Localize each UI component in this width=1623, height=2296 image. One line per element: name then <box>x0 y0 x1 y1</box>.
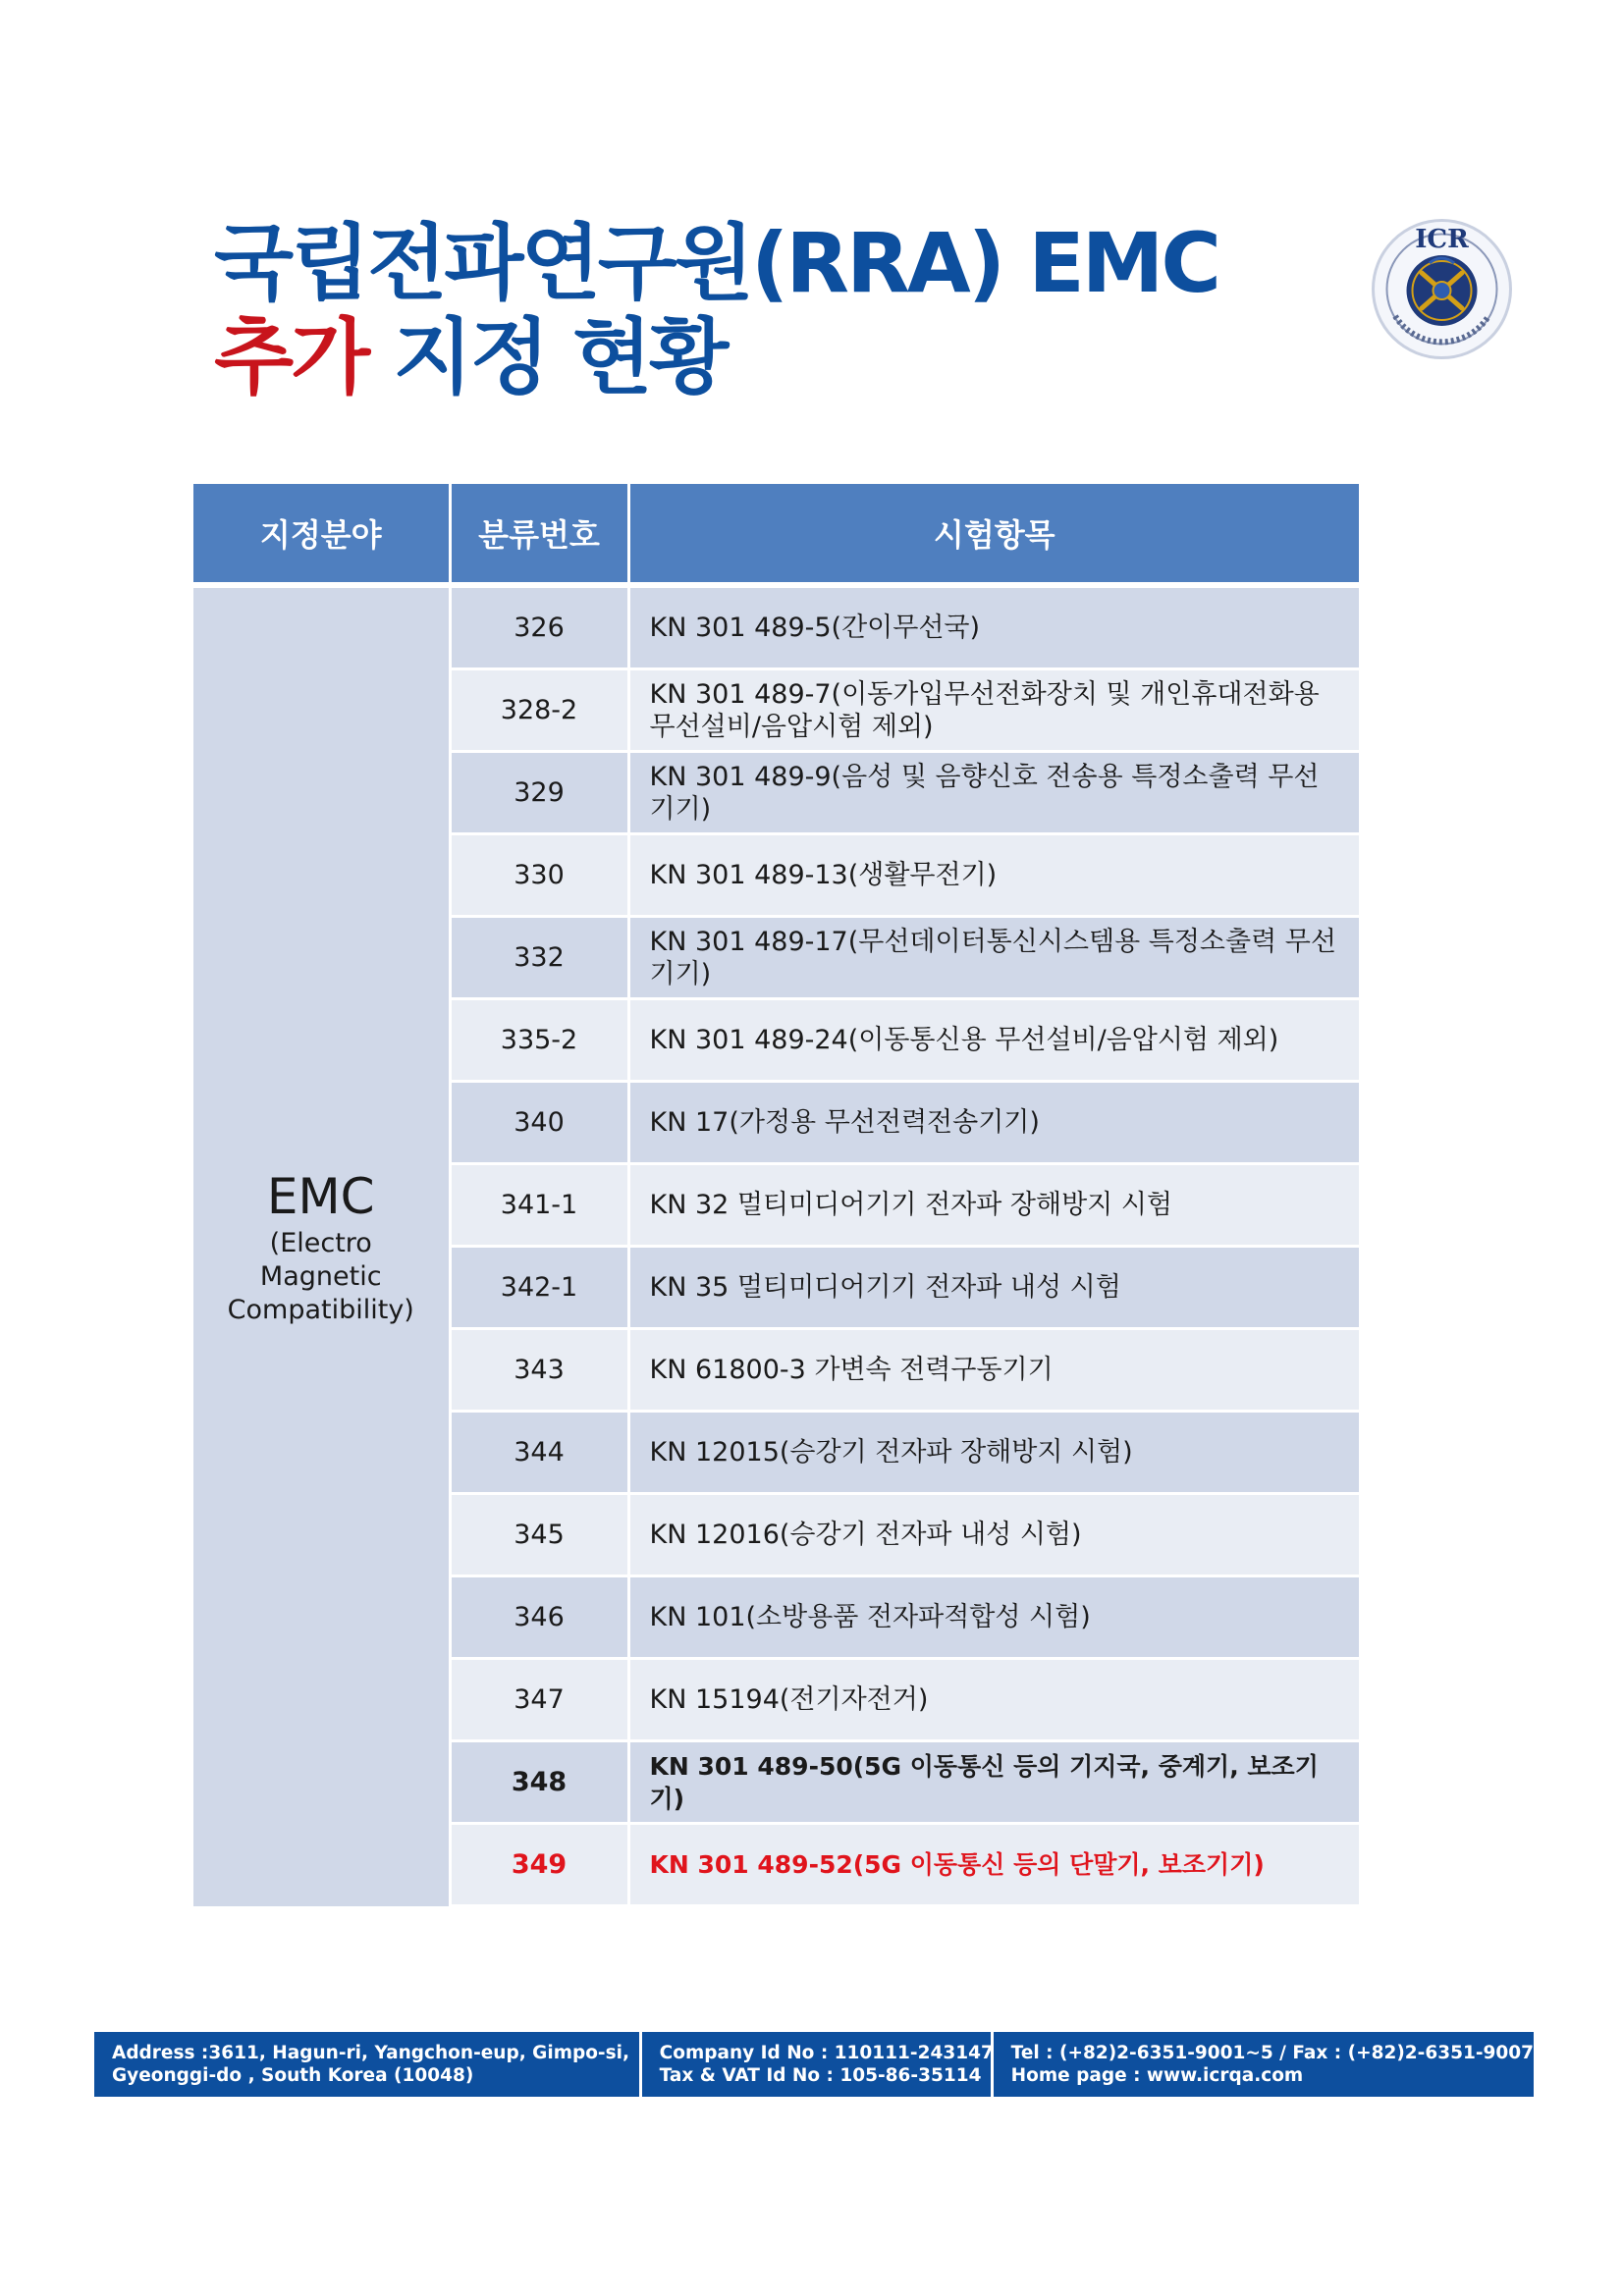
header-test-item: 시험항목 <box>628 484 1359 585</box>
title-rest: 지정 현황 <box>393 309 727 405</box>
header-field: 지정분야 <box>193 484 450 585</box>
designation-table <box>193 484 1359 1907</box>
class-number-cell: 349 <box>450 1824 628 1906</box>
class-number-cell: 346 <box>450 1576 628 1659</box>
field-cell <box>193 585 450 1906</box>
table-row <box>193 585 1359 669</box>
test-item-cell: KN 301 489-13(생활무전기) <box>628 834 1359 917</box>
test-item-cell: KN 301 489-7(이동가입무선전화장치 및 개인휴대전화용 무선설비/음압시험 제외) <box>628 669 1359 752</box>
header-class-number: 분류번호 <box>450 484 628 585</box>
class-number-cell: 340 <box>450 1082 628 1164</box>
test-item-cell: KN 15194(전기자전거) <box>628 1659 1359 1741</box>
class-number-cell: 328-2 <box>450 669 628 752</box>
class-number-cell: 335-2 <box>450 999 628 1082</box>
footer-contact <box>994 2032 1534 2097</box>
class-number-cell: 341-1 <box>450 1164 628 1247</box>
footer-address <box>94 2032 642 2097</box>
test-item-cell: KN 301 489-5(간이무선국) <box>628 585 1359 669</box>
title-highlight: 추가 <box>214 309 368 405</box>
test-item-cell: KN 301 489-24(이동통신용 무선설비/음압시험 제외) <box>628 999 1359 1082</box>
class-number-cell: 345 <box>450 1494 628 1576</box>
test-item-cell: KN 61800-3 가변속 전력구동기기 <box>628 1329 1359 1412</box>
class-number-cell: 326 <box>450 585 628 669</box>
class-number-cell: 330 <box>450 834 628 917</box>
footer-tax-id: Tax & VAT Id No : 105-86-35114 <box>659 2065 982 2086</box>
test-item-cell: KN 301 489-50(5G 이동통신 등의 기지국, 중계기, 보조기기) <box>628 1741 1359 1824</box>
class-number-cell: 332 <box>450 917 628 999</box>
table-header-row <box>193 484 1359 585</box>
title-line-2 <box>214 310 1218 404</box>
footer-address-line-2: Gyeonggi-do , South Korea (10048) <box>112 2065 474 2086</box>
field-description-line: Compatibility) <box>227 1295 414 1326</box>
icr-logo <box>1371 218 1513 360</box>
footer-phone-fax: Tel : (+82)2-6351-9001~5 / Fax : (+82)2-6351-9007 <box>1010 2043 1534 2063</box>
page-title <box>214 216 1218 404</box>
logo-text: ICR <box>1415 225 1469 254</box>
footer-company-id: Company Id No : 110111-243147 <box>659 2043 994 2063</box>
class-number-cell: 347 <box>450 1659 628 1741</box>
class-number-cell: 342-1 <box>450 1247 628 1329</box>
test-item-cell: KN 12016(승강기 전자파 내성 시험) <box>628 1494 1359 1576</box>
footer <box>94 2032 1534 2097</box>
field-description-line: (Electro <box>269 1228 372 1259</box>
footer-company <box>642 2032 994 2097</box>
test-item-cell: KN 12015(승강기 전자파 장해방지 시험) <box>628 1412 1359 1494</box>
test-item-cell: KN 32 멀티미디어기기 전자파 장해방지 시험 <box>628 1164 1359 1247</box>
test-item-cell: KN 35 멀티미디어기기 전자파 내성 시험 <box>628 1247 1359 1329</box>
class-number-cell: 348 <box>450 1741 628 1824</box>
title-line-1: 국립전파연구원(RRA) EMC <box>214 215 1219 311</box>
footer-address-line-1: Address :3611, Hagun-ri, Yangchon-eup, Gimpo-si, <box>112 2043 629 2063</box>
footer-homepage: Home page : www.icrqa.com <box>1010 2065 1304 2086</box>
test-item-cell: KN 301 489-17(무선데이터통신시스템용 특정소출력 무선기기) <box>628 917 1359 999</box>
field-description-line: Magnetic <box>259 1261 382 1293</box>
test-item-cell: KN 17(가정용 무선전력전송기기) <box>628 1082 1359 1164</box>
test-item-cell: KN 101(소방용품 전자파적합성 시험) <box>628 1576 1359 1659</box>
test-item-cell: KN 301 489-52(5G 이동통신 등의 단말기, 보조기기) <box>628 1824 1359 1906</box>
class-number-cell: 329 <box>450 752 628 834</box>
test-item-cell: KN 301 489-9(음성 및 음향신호 전송용 특정소출력 무선기기) <box>628 752 1359 834</box>
field-name: EMC <box>266 1168 375 1226</box>
class-number-cell: 343 <box>450 1329 628 1412</box>
table-body <box>193 585 1359 1906</box>
class-number-cell: 344 <box>450 1412 628 1494</box>
